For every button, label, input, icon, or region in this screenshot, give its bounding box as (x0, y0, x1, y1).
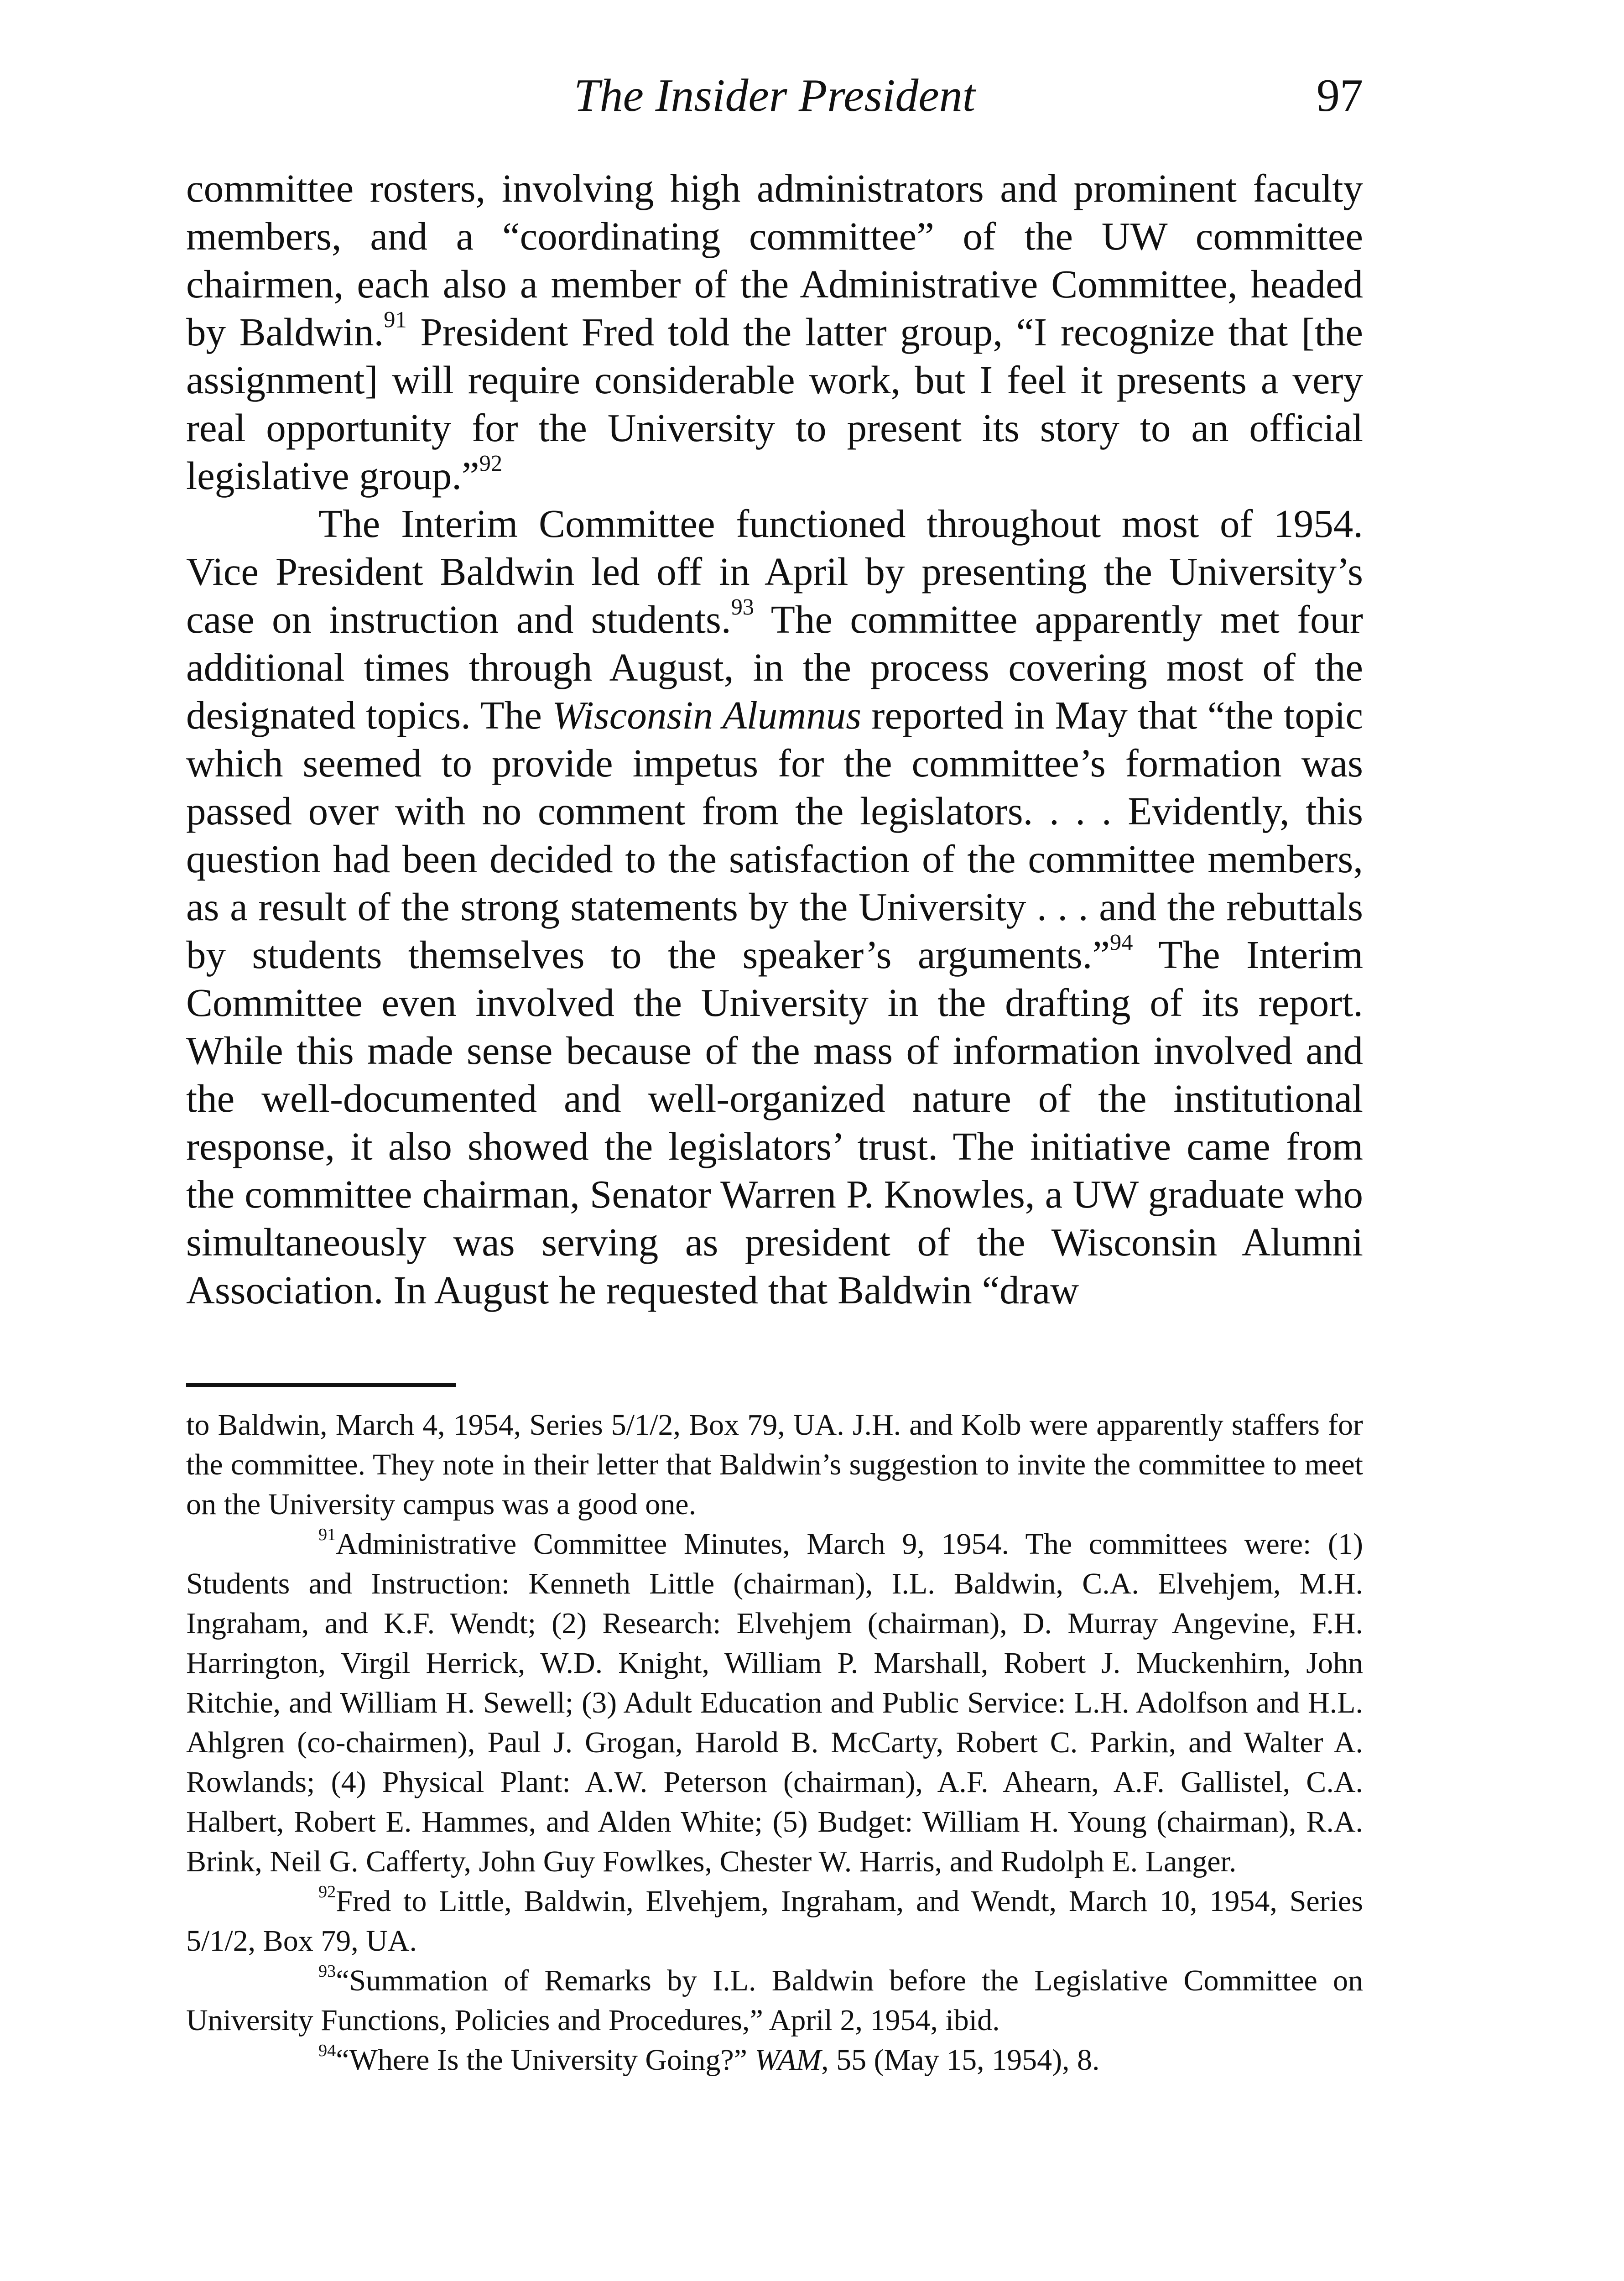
footnote-94 (186, 2040, 1363, 2080)
footnote-ref-91: 91 (384, 307, 407, 333)
footnote-ref-92: 92 (479, 450, 503, 476)
footnote-92 (186, 1881, 1363, 1961)
footnote-divider (186, 1383, 456, 1387)
footnote-91 (186, 1524, 1363, 1881)
paragraph-text: The committee apparently met four additional times through August, in the process covering most of the designated topics. The (186, 597, 1363, 737)
paragraph-continued (186, 164, 1363, 500)
footnotes (186, 1405, 1363, 2080)
footnote-marker: 92 (318, 1882, 336, 1902)
footnote-ref-94: 94 (1110, 929, 1133, 955)
footnote-continued: to Baldwin, March 4, 1954, Series 5/1/2, Box 79, UA. J.H. and Kolb were apparently staffers for the committee. They note in their letter that Baldwin’s suggestion to invite the committee to meet on the University campus was a good one. (186, 1408, 1363, 1521)
footnote-marker: 94 (318, 2041, 336, 2061)
paragraph-text: The Interim Committee even involved the University in the drafting of its report. While this made sense because of the mass of information involved and the well-documented and well-organized nature of the institutional response, it also showed the legislators’ trust. The initiative came from the committee chairman, Senator Warren P. Knowles, a UW graduate who simultaneously was serving as president of the Wisconsin Alumni Association. In August he requested that Baldwin “draw (186, 932, 1363, 1312)
paragraph-interim-committee (186, 500, 1363, 1314)
publication-title: Wisconsin Alumnus (552, 693, 862, 737)
footnote-marker: 91 (318, 1525, 336, 1545)
footnote-text: “Summation of Remarks by I.L. Baldwin before the Legislative Committee on University Functions, Policies and Procedures,” April 2, 1954, ibid. (186, 1964, 1363, 2037)
footnote-text: , 55 (May 15, 1954), 8. (821, 2043, 1100, 2077)
paragraph-text: President Fred told the latter group, “I recognize that [the assignment] will require considerable work, but I feel it presents a very real opportunity for the University to present its story to an official legislative group.” (186, 310, 1363, 498)
running-title: The Insider President (573, 70, 976, 121)
page-number: 97 (1317, 70, 1363, 121)
main-text (186, 164, 1363, 1314)
paragraph-text: The Interim Committee functioned throughout most of 1954. Vice President Baldwin led off in April by presenting the University’s case on instruction and students. (186, 501, 1363, 641)
footnote-93 (186, 1961, 1363, 2040)
footnote-publication-abbrev: WAM (755, 2043, 822, 2077)
footnote-ref-93: 93 (731, 594, 755, 620)
footnote-text: Administrative Committee Minutes, March 9, 1954. The committees were: (1) Students and Instruction: Kenneth Little (chairman), I.L. Baldwin, C.A. Elvehjem, M.H. Ingraham, and K.F. Wendt; (2) Research: Elvehjem (chairman), D. Murray Angevine, F.H. Harrington, Virgil Herrick, W.D. Knight, William P. Marshall, Robert J. Muckenhirn, John Ritchie, and William H. Sewell; (3) Adult Education and Public Service: L.H. Adolfson and H.L. Ahlgren (co-chairmen), Paul J. Grogan, Harold B. McCarty, Robert C. Parkin, and Walter A. Rowlands; (4) Physical Plant: A.W. Peterson (chairman), A.F. Ahearn, A.F. Gallistel, C.A. Halbert, Robert E. Hammes, and Alden White; (5) Budget: William H. Young (chairman), R.A. Brink, Neil G. Cafferty, John Guy Fowlkes, Chester W. Harris, and Rudolph E. Langer. (186, 1527, 1363, 1878)
paragraph-text: reported in May that “the topic which seemed to provide impetus for the committee’s formation was passed over with no comment from the legislators. . . . Evidently, this question had been decided to the satisfaction of the committee members, as a result of the strong statements by the University . . . and the rebuttals by students themselves to the speaker’s arguments.” (186, 693, 1363, 977)
running-head (186, 64, 1363, 128)
paragraph-text: committee rosters, involving high administrators and prominent faculty members, and a “coordinating committee” of the UW committee chairmen, each also a member of the Administrative Committee, headed by Baldwin. (186, 166, 1363, 354)
footnote-text: “Where Is the University Going?” (336, 2043, 755, 2077)
footnote-text: Fred to Little, Baldwin, Elvehjem, Ingraham, and Wendt, March 10, 1954, Series 5/1/2, Box 79, UA. (186, 1885, 1363, 1958)
footnote-marker: 93 (318, 1962, 336, 1981)
